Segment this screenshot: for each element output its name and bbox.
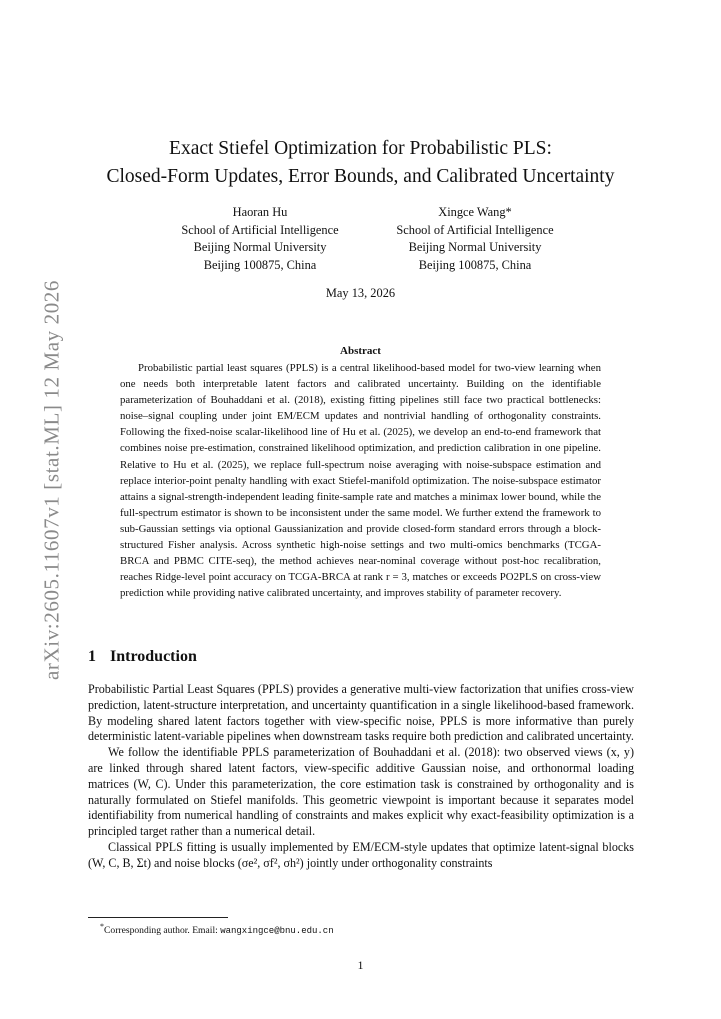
body-paragraph: We follow the identifiable PPLS parameterization of Bouhaddani et al. (2018): two observed views (x, y) are linked through shared latent factors, view-specific additive Gaussian noise, and orthonormal loading matrices (W, C). Under this parameterization, the core estimation task is constrained by orthogonality and is naturally formulated on Stiefel manifolds. This geometric viewpoint is important because it separates model identifiability from numerical handling of constraints and makes explicit why exact-feasibility optimization is a principled target rather than a numerical detail. xyxy=(88,745,634,839)
author-block-1 xyxy=(140,204,380,274)
section-title: Introduction xyxy=(110,648,197,665)
body-paragraph: Probabilistic Partial Least Squares (PPLS) provides a generative multi-view factorization that unifies cross-view prediction, latent-structure interpretation, and uncertainty quantification in a single likelihood-based framework. By modeling shared latent factors together with view-specific noise, PPLS is more informative than purely deterministic latent-variable pipelines when downstream tasks require both prediction and calibrated uncertainty. xyxy=(88,682,634,744)
author-university: Beijing Normal University xyxy=(193,240,327,254)
abstract-heading: Abstract xyxy=(340,345,381,357)
author-affiliation: School of Artificial Intelligence xyxy=(396,222,554,237)
author-name: Haoran Hu xyxy=(232,205,288,219)
arxiv-identifier-stamp: arXiv:2605.11607v1 [stat.ML] 12 May 2026 xyxy=(39,279,64,681)
footnote-text: Corresponding author. Email: xyxy=(104,925,221,937)
footnote xyxy=(100,922,334,936)
title-line-1: Exact Stiefel Optimization for Probabilistic PLS: xyxy=(169,138,552,159)
author-affiliation: School of Artificial Intelligence xyxy=(181,222,339,237)
author-university: Beijing Normal University xyxy=(408,240,542,254)
page-number: 1 xyxy=(357,958,364,972)
body-paragraph: Classical PPLS fitting is usually implemented by EM/ECM-style updates that optimize latent-signal blocks (W, C, B, Σt) and noise blocks (σe², σf², σh²) jointly under orthogonality constraints xyxy=(88,839,634,870)
section-number: 1 xyxy=(88,648,96,665)
abstract-text: Probabilistic partial least squares (PPLS) is a central likelihood-based model for two-view learning when one needs both interpretable latent factors and calibrated uncertainty. Building on the identifiable parameterization of Bouhaddani et al. (2018), existing fitting pipelines still face two practical bottlenecks: noise–signal coupling under joint EM/ECM updates and nontrivial handling of orthogonality constraints. Following the fixed-noise scalar-likelihood line of Hu et al. (2025), we develop an end-to-end framework that combines noise pre-estimation, constrained likelihood optimization, and prediction calibration in one pipeline. Relative to Hu et al. (2025), we replace full-spectrum noise averaging with noise-subspace estimation and replace interior-point penalty handling with exact Stiefel-manifold optimization. The noise-subspace estimator attains a signal-strength-independent leading finite-sample rate and matches a minimax lower bound, while the full-spectrum estimator is shown to be inconsistent under the same model. We further extend the framework to sub-Gaussian settings via optional Gaussianization and provide closed-form standard errors through a block-structured Fisher analysis. Across synthetic high-noise settings and two multi-omics benchmarks (TCGA-BRCA and PBMC CITE-seq), the method achieves near-nominal coverage without post-hoc recalibration, reaches Ridge-level point accuracy on TCGA-BRCA at rank r = 3, matches or exceeds PO2PLS on cross-view prediction while providing native calibrated uncertainty, and improves stability of parameter recovery. xyxy=(120,362,601,600)
footnote-email: wangxingce@bnu.edu.cn xyxy=(220,926,334,937)
paper-title xyxy=(60,135,661,191)
author-address: Beijing 100875, China xyxy=(418,257,532,272)
paper-date: May 13, 2026 xyxy=(325,286,396,300)
title-line-2: Closed-Form Updates, Error Bounds, and Calibrated Uncertainty xyxy=(106,166,615,187)
author-block-2 xyxy=(370,204,580,274)
footnote-marker: * xyxy=(100,922,104,931)
footnote-rule xyxy=(88,917,228,918)
author-name: Xingce Wang* xyxy=(438,205,512,219)
section-heading xyxy=(88,648,197,666)
author-address: Beijing 100875, China xyxy=(203,257,317,272)
section-body xyxy=(88,682,634,872)
